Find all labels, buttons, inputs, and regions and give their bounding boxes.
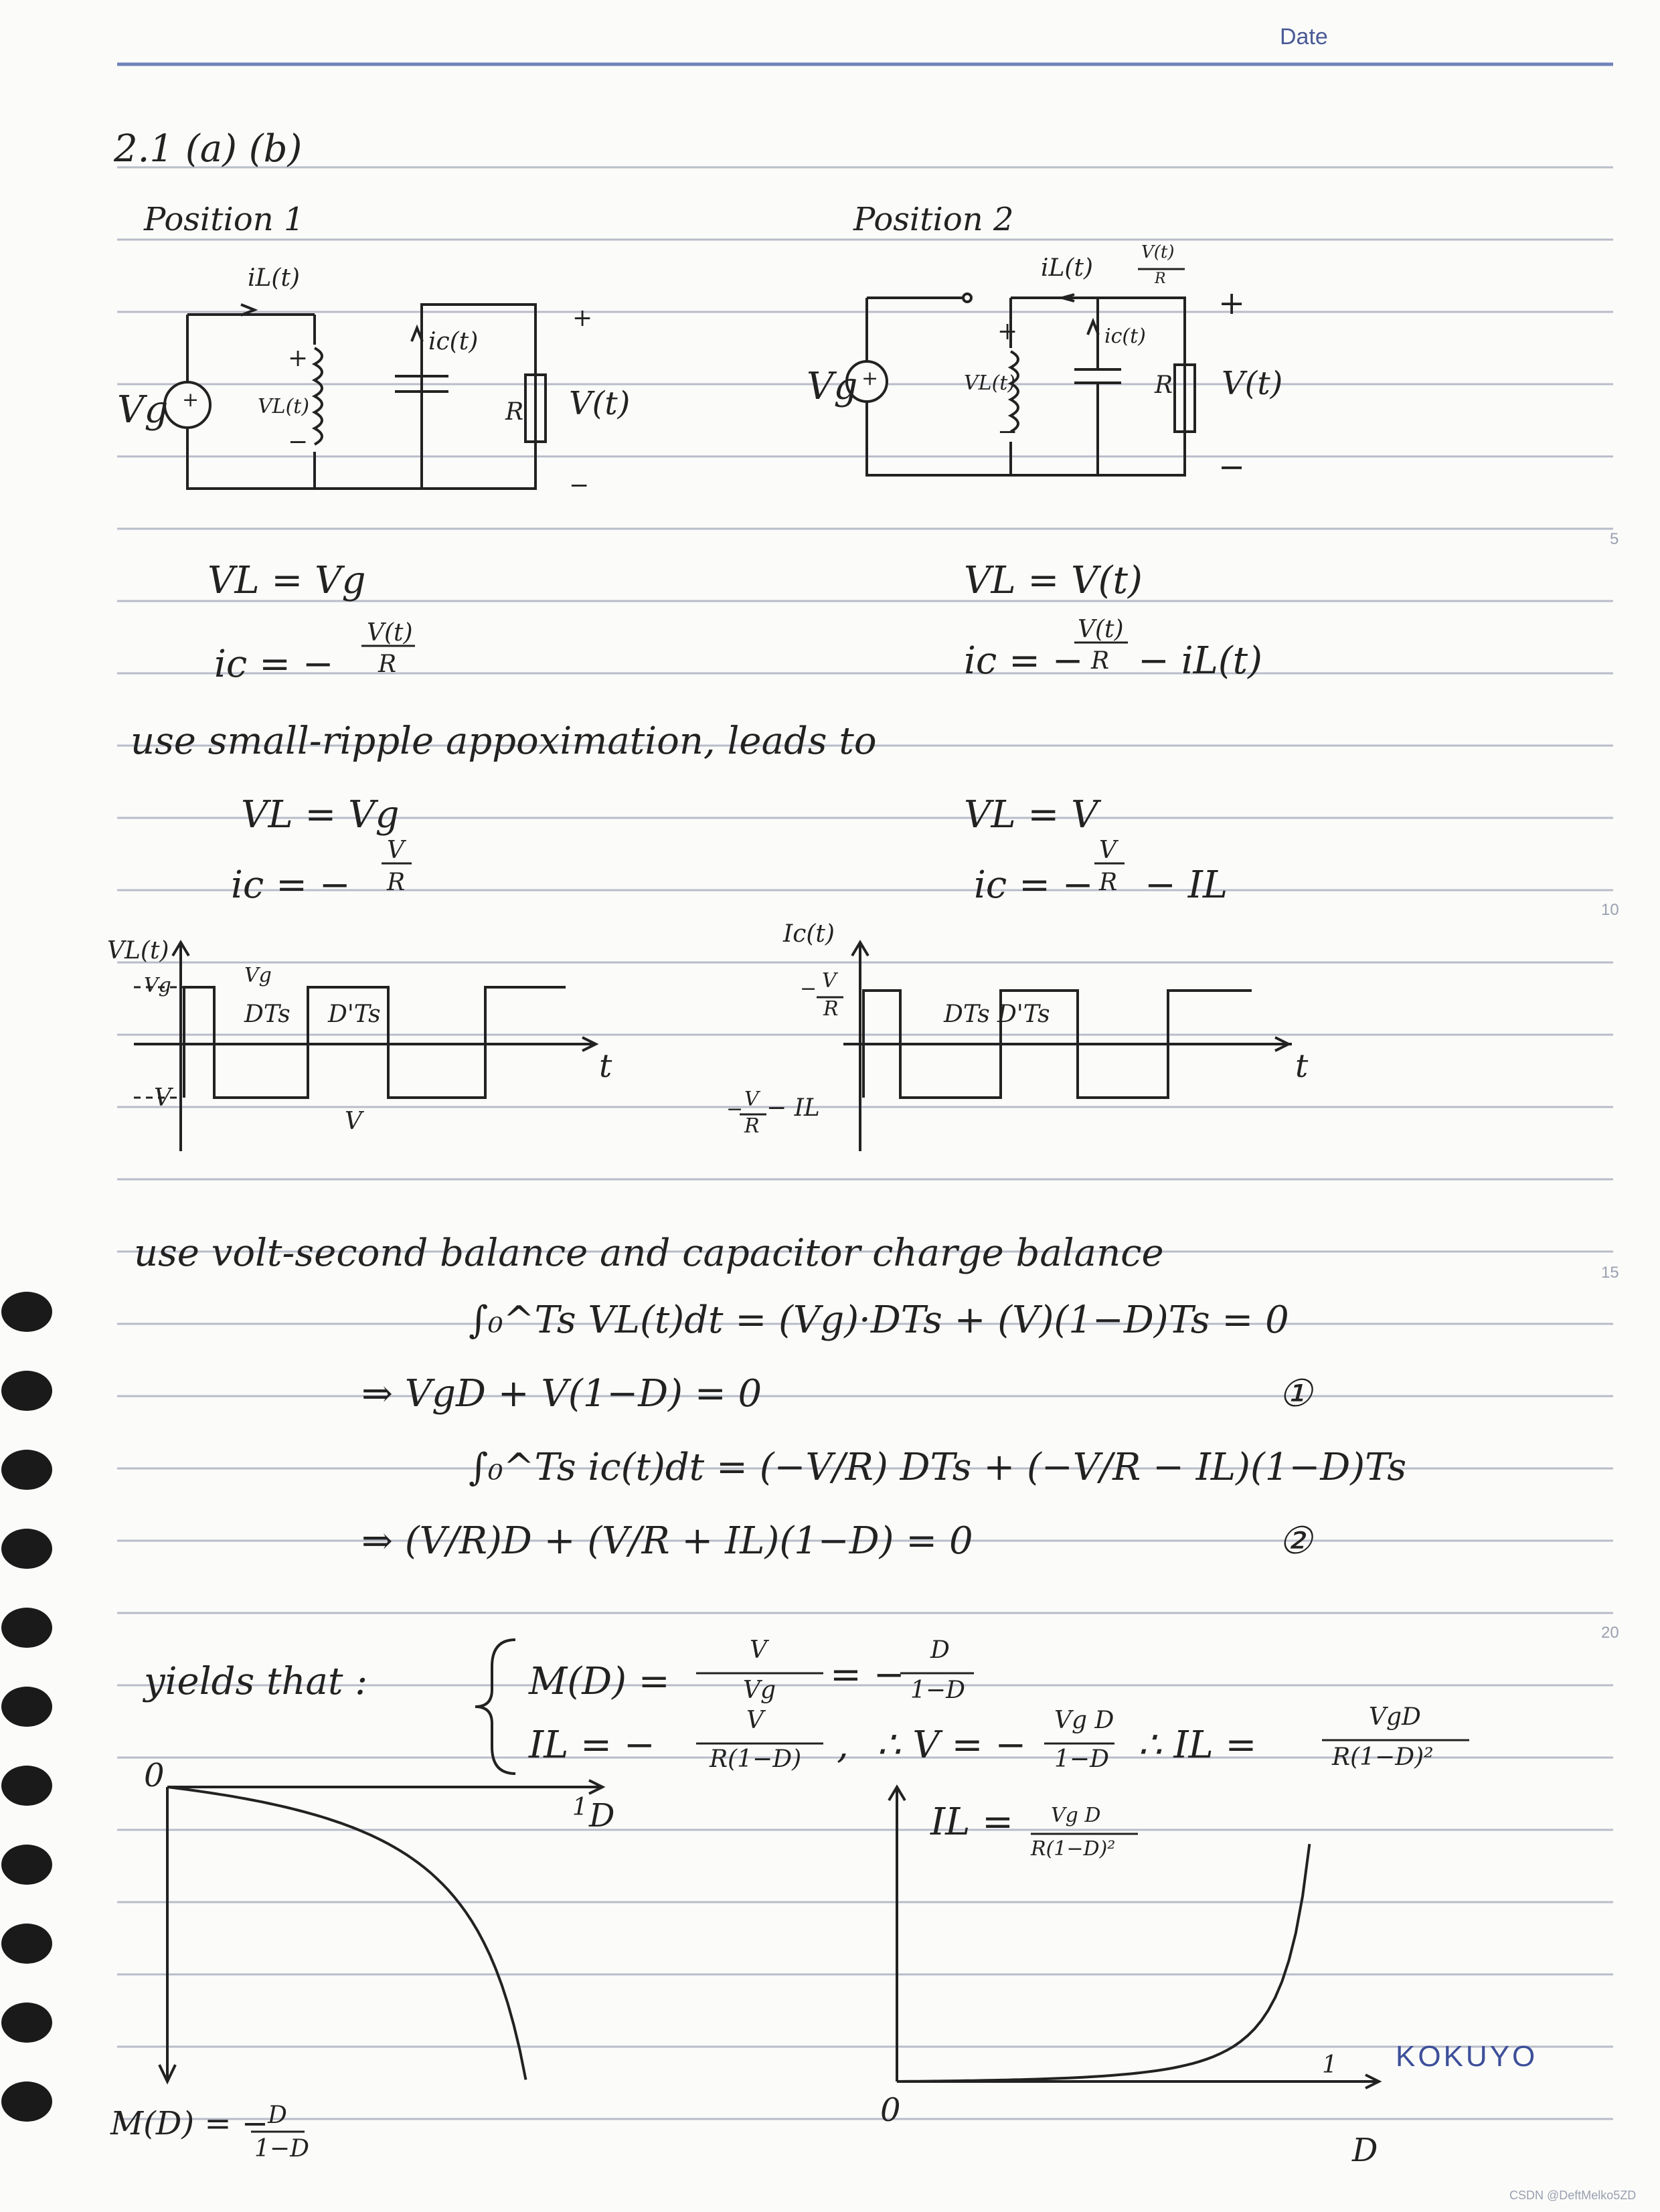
circuit-position-1 [165,305,546,489]
wave-ic-bottom-den: R [744,1114,760,1138]
p1-plus: + [288,345,309,372]
balance-eq1: ∫₀^Ts VL(t)dt = (Vg)·DTs + (V)(1−D)Ts = 0 [469,1298,1289,1342]
p1-out-minus: − [569,472,590,499]
binder-hole [1,2003,52,2043]
wave-vl-top-label: Vg [244,964,272,987]
graph-m-d-axis: D [589,1797,615,1835]
page-title: 2.1 (a) (b) [114,127,303,171]
binder-holes [1,1292,52,2122]
sr-left-ic-num: V [387,837,404,864]
yields-il2-den: R(1−D)² [1332,1743,1434,1771]
line-number-10: 10 [1601,901,1619,919]
yields-m-den1: Vg [743,1677,776,1704]
p1-source-plus: + [182,388,199,412]
sr-left-vl: VL = Vg [241,793,400,837]
date-label: Date [1280,24,1328,50]
brand-logo: KOKUYO [1396,2040,1538,2073]
wave-ic-t: t [1295,1047,1309,1085]
binder-hole [1,1292,52,1332]
wave-ic-bottom-prefix: − [726,1098,744,1121]
balance-eq2-result: ⇒ (V/R)D + (V/R + IL)(1−D) = 0 [361,1519,973,1563]
binder-hole [1,2081,52,2122]
sr-left-ic-den: R [387,869,406,896]
binder-hole [1,1924,52,1964]
balance-eq2: ∫₀^Ts ic(t)dt = (−V/R) DTs + (−V/R − IL)(1−D)Ts [469,1446,1407,1489]
eq-left-ic: ic = − [214,643,334,686]
balance-eq1-tag: ① [1278,1372,1313,1416]
yields-v-lhs: ∴ V = − [877,1723,1027,1767]
small-ripple-text: use small-ripple appoximation, leads to [131,719,877,763]
graph-il-label-den: R(1−D)² [1031,1837,1116,1861]
graph-m-label: M(D) = − [110,2105,269,2142]
balance-eq1-result: ⇒ VgD + V(1−D) = 0 [361,1372,762,1416]
yields-il-den: R(1−D) [710,1746,802,1773]
p1-r-label: R [505,398,524,426]
p1-out-plus: + [572,305,593,332]
p2-source-plus: + [861,367,879,390]
yields-il2-lhs: ∴ IL = [1138,1723,1257,1767]
sr-right-ic-den: R [1099,869,1118,896]
wave-ic-bottom-num: V [744,1088,759,1111]
p2-plus: + [997,318,1018,345]
sr-right-ic: ic = − [974,863,1094,907]
graph-m-label-den: 1−D [254,2135,309,2162]
graph-il-origin: 0 [880,2092,901,2129]
graph-m-axes [159,1780,602,2081]
watermark: CSDN @DeftMelko5ZD [1509,2189,1637,2202]
sr-right-ic-num: V [1099,837,1116,864]
binder-hole [1,1687,52,1727]
graph-il-d-axis: D [1352,2132,1378,2169]
line-number-5: 5 [1610,530,1619,548]
wave-ic-top-prefix: − [800,977,817,1001]
p2-il-label: iL(t) [1041,254,1093,282]
wave-ic-top-num: V [822,969,837,993]
yields-m-num1: V [750,1636,767,1664]
wave-ic-top-den: R [823,997,839,1021]
p2-ic-label: ic(t) [1104,325,1146,348]
waveform-ic-axes [843,942,1292,1151]
line-number-15: 15 [1601,1264,1619,1282]
wave-ic-bottom-suffix: − IL [766,1094,820,1122]
p1-vout-label: V(t) [569,385,631,422]
p2-r-label: R [1155,371,1173,399]
binder-hole [1,1450,52,1490]
eq-right-ic-den: R [1091,647,1110,675]
p1-minus: − [288,428,309,456]
p2-vg-label: Vg [807,365,858,408]
sr-right-vl: VL = V [964,793,1098,837]
graph-il-label: IL = [930,1800,1014,1844]
p2-out-plus: + [1218,284,1246,322]
balance-eq2-tag: ② [1278,1519,1313,1563]
yields-text: yields that : [144,1660,368,1703]
wave-vl-dpts: D'Ts [328,1001,381,1028]
wave-vl-bottom-level: V [154,1084,171,1112]
yields-m-lhs: M(D) = [529,1660,670,1703]
graph-m-one: 1 [572,1794,588,1821]
yields-il2-num: VgD [1369,1703,1421,1731]
sr-right-ic-rhs: − IL [1145,863,1228,907]
eq-right-ic: ic = − [964,639,1084,683]
balance-heading: use volt-second balance and capacitor charge balance [134,1231,1164,1275]
p1-vg-label: Vg [117,388,169,432]
graph-il-label-num: Vg D [1051,1804,1101,1827]
wave-ic-ylabel: Ic(t) [783,920,835,948]
binder-hole [1,1845,52,1885]
line-number-20: 20 [1601,1624,1619,1642]
p1-vl-label: VL(t) [258,395,310,418]
system-brace [475,1640,515,1774]
binder-hole [1,1529,52,1569]
p2-vl-label: VL(t) [964,371,1016,395]
yields-comma: , [837,1723,849,1767]
eq-left-ic-num: V(t) [367,619,413,647]
yields-m-eq: = − [830,1653,905,1697]
yields-m-num2: D [930,1636,950,1664]
binder-hole [1,1608,52,1648]
wave-vl-t: t [599,1047,612,1085]
yields-m-den2: 1−D [910,1677,965,1704]
wave-vl-dts: DTs [244,1001,290,1028]
eq-left-vl: VL = Vg [208,559,366,602]
eq-right-ic-num: V(t) [1078,616,1124,643]
eq-left-ic-den: R [378,651,397,678]
position-2-label: Position 2 [853,201,1014,238]
p1-ic-label: ic(t) [428,328,479,355]
graph-m-origin: 0 [144,1757,165,1794]
sr-left-ic: ic = − [231,863,351,907]
wave-vl-bottom-label: V [345,1108,362,1135]
yields-il-num: V [746,1707,764,1734]
eq-right-vl: VL = V(t) [964,559,1143,602]
fraction-bars [251,269,1469,2132]
ruled-lines [117,167,1613,2119]
yields-il-lhs: IL = − [529,1723,655,1767]
wave-ic-dpts: D'Ts [997,1001,1050,1028]
wave-ic-dts: DTs [944,1001,990,1028]
position-1-label: Position 1 [144,201,305,238]
yields-v-num: Vg D [1054,1707,1114,1734]
eq-right-ic-rhs: − iL(t) [1138,639,1263,683]
p1-il-label: iL(t) [248,264,300,292]
p2-il-frac-den: R [1155,270,1166,287]
p2-minus: − [997,418,1018,446]
p2-il-frac-num: V(t) [1141,242,1175,262]
wave-vl-top-level: Vg [144,974,171,997]
graph-il-one: 1 [1322,2051,1337,2079]
yields-v-den: 1−D [1054,1746,1109,1773]
p2-vout-label: V(t) [1222,365,1283,402]
curve-m-of-d [167,1787,526,2079]
waveform-vl-axes [134,942,596,1151]
binder-hole [1,1766,52,1806]
graph-m-label-num: D [268,2102,287,2129]
binder-hole [1,1371,52,1411]
p2-out-minus: − [1218,448,1246,486]
wave-vl-ylabel: VL(t) [107,937,169,964]
